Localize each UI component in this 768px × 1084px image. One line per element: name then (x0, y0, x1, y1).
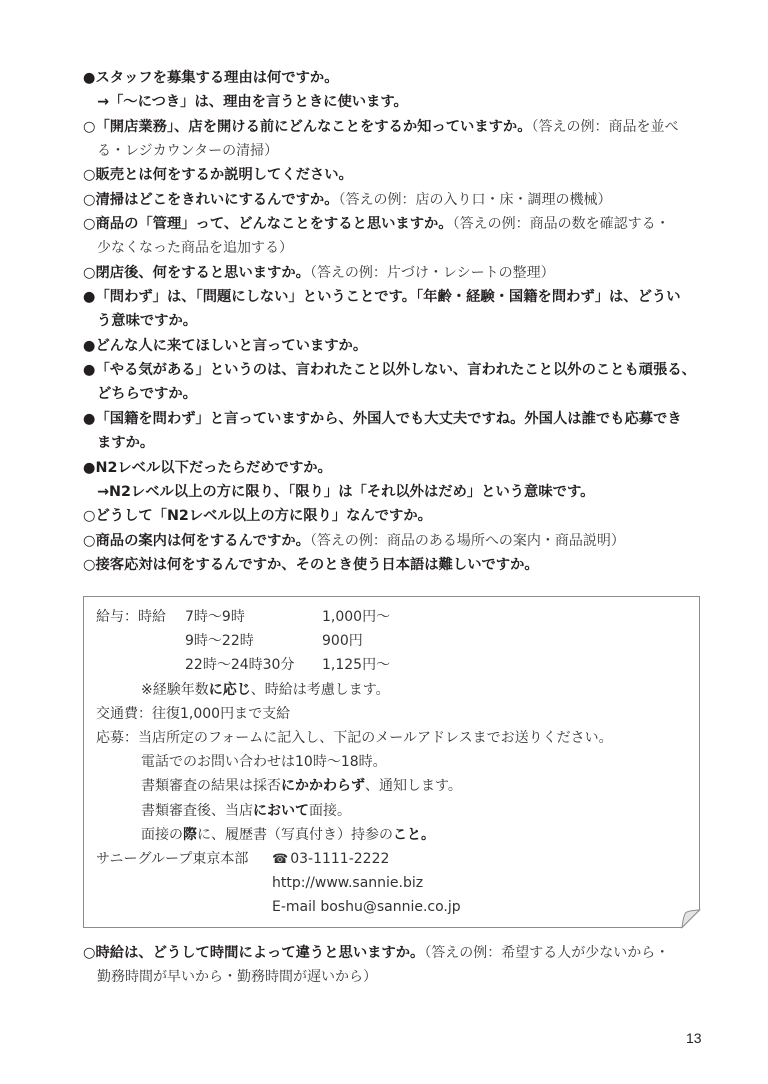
transport-text: 交通費：往復1,000円まで支給 (96, 705, 291, 722)
question-line (83, 528, 743, 552)
answer-example-text: （答えの例：商品のある場所への案内・商品説明） (309, 532, 625, 549)
phone-hours-row (83, 750, 700, 774)
question-text: ○「開店業務」、店を開ける前にどんなことをするか知っていますか。 (83, 118, 532, 135)
result-emphasis: にかかわらず (281, 778, 365, 795)
wage-row (83, 605, 700, 629)
page-number: 13 (686, 1030, 702, 1046)
question-continuation-line (83, 308, 743, 332)
answer-example-text: （答えの例：商品の数を確認する・ (452, 216, 670, 233)
wage-amount: 900円 (322, 633, 363, 650)
question-line (83, 333, 743, 357)
phone-icon (272, 851, 290, 867)
question-text: ●どんな人に来てほしいと言っていますか。 (83, 337, 368, 354)
question-text: ●「国籍を問わず」と言っていますから、外国人でも大丈夫ですね。外国人は誰でも応募でき (83, 410, 682, 427)
job-notice-box (83, 596, 700, 928)
transport-row (83, 702, 700, 726)
answer-continuation-line (83, 964, 743, 988)
hint-line (83, 89, 743, 113)
contact-phone (272, 847, 389, 872)
question-text: ○商品の「管理」って、どんなことをすると思いますか。 (83, 216, 453, 233)
hint-text: →「〜につき」は、理由を言うときに使います。 (97, 94, 408, 111)
question-text: ○閉店後、何をすると思いますか。 (83, 264, 310, 281)
question-line (83, 284, 743, 308)
question-continuation-line (83, 430, 743, 454)
wage-label: 給与：時給 (96, 609, 166, 625)
question-text: ○販売とは何をするか説明してください。 (83, 167, 353, 184)
answer-example-text: 勤務時間が早いから・勤務時間が遅いから） (97, 969, 377, 986)
bring-emphasis: こと。 (393, 826, 435, 843)
question-text: ○接客応対は何をするんですか、そのとき使う日本語は難しいですか。 (83, 556, 539, 573)
phone-hours-text: 電話でのお問い合わせは10時〜18時。 (141, 754, 387, 771)
question-line (83, 552, 743, 576)
question-line (83, 114, 743, 138)
question-line (83, 406, 743, 430)
wage-amount: 1,125円〜 (322, 657, 391, 674)
question-line (83, 260, 743, 284)
wage-note-text: ※経験年数 (141, 681, 209, 698)
wage-time-slot: 7時〜9時 (185, 609, 245, 625)
wage-time-slot: 22時〜24時30分 (185, 657, 295, 674)
question-list (83, 65, 743, 576)
question-text: ●「問わず」は、「問題にしない」ということです。「年齢・経験・国籍を問わず」は、どうい (83, 289, 681, 306)
question-line (83, 211, 743, 235)
question-text: ○どうして「N2レベル以上の方に限り」なんですか。 (83, 508, 432, 525)
contact-org: サニーグループ東京本部 (96, 850, 249, 867)
question-line (83, 357, 743, 381)
result-text-part: 書類審査の結果は採否 (141, 778, 281, 795)
answer-continuation-line (83, 235, 743, 259)
contact-email: E-mail boshu@sannie.co.jp (272, 899, 461, 916)
question-text: う意味ですか。 (97, 313, 198, 330)
question-text: ますか。 (97, 435, 155, 452)
hint-text: →N2レベル以上の方に限り、「限り」は「それ以外はだめ」という意味です。 (97, 483, 595, 500)
wage-row (83, 653, 700, 677)
result-text (141, 774, 462, 798)
question-line (83, 503, 743, 527)
wage-note (141, 678, 390, 702)
last-question (83, 940, 743, 989)
bring-text-part: 面接の (141, 826, 183, 843)
bring-text (141, 823, 435, 847)
question-line (83, 455, 743, 479)
answer-example-text: （答えの例：商品を並べ (531, 118, 679, 135)
question-line (83, 65, 743, 89)
question-text: ●N2レベル以下だったらだめですか。 (83, 459, 332, 476)
bring-row (83, 823, 700, 847)
answer-example-text: （答えの例：店の入り口・床・調理の機械） (338, 191, 612, 208)
answer-example-text: （答えの例：希望する人が少ないから・ (424, 945, 670, 961)
interview-text-part: 面接。 (309, 802, 351, 819)
answer-example-text: 少なくなった商品を追加する） (97, 240, 293, 257)
answer-example-text: る・レジカウンターの清掃） (97, 143, 279, 160)
interview-text-part: 書類審査後、当店 (141, 802, 253, 819)
notice-content (83, 605, 700, 919)
wage-note-text: 、時給は考慮します。 (250, 681, 390, 698)
interview-emphasis: において (253, 802, 309, 819)
question-text: ○清掃はどこをきれいにするんですか。 (83, 191, 339, 208)
question-line (83, 940, 743, 964)
url-row (83, 871, 700, 895)
question-line (83, 187, 743, 211)
question-text: ○時給は、どうして時間によって違うと思いますか。 (83, 945, 425, 961)
question-text: ●スタッフを募集する理由は何ですか。 (83, 70, 339, 86)
result-row (83, 774, 700, 798)
wage-time-slot: 9時〜22時 (185, 633, 254, 650)
wage-row (83, 629, 700, 653)
contact-url: http://www.sannie.biz (272, 875, 424, 892)
interview-row (83, 799, 700, 823)
apply-row (83, 726, 700, 750)
apply-text: 応募：当店所定のフォームに記入し、下記のメールアドレスまでお送りください。 (96, 729, 613, 746)
wage-note-row (83, 678, 700, 702)
question-text: どちらですか。 (97, 386, 197, 403)
hint-line (83, 479, 743, 503)
answer-example-text: （答えの例：片づけ・レシートの整理） (309, 264, 555, 281)
question-text: ○商品の案内は何をするんですか。 (83, 532, 310, 549)
bring-text-part: に、履歴書（写真付き）持参の (197, 826, 393, 843)
bring-emphasis: 際 (183, 826, 197, 843)
question-text: ●「やる気がある」というのは、言われたこと以外しない、言われたこと以外のことも頑張る、 (83, 362, 696, 379)
question-continuation-line (83, 381, 743, 405)
question-line (83, 162, 743, 186)
phone-number: 03-1111-2222 (290, 850, 390, 867)
email-row (83, 895, 700, 919)
interview-text (141, 799, 351, 823)
result-text-part: 、通知します。 (365, 778, 462, 795)
answer-continuation-line (83, 138, 743, 162)
contact-row (83, 847, 700, 871)
wage-note-emphasis: に応じ (208, 681, 251, 698)
wage-amount: 1,000円〜 (322, 609, 391, 625)
